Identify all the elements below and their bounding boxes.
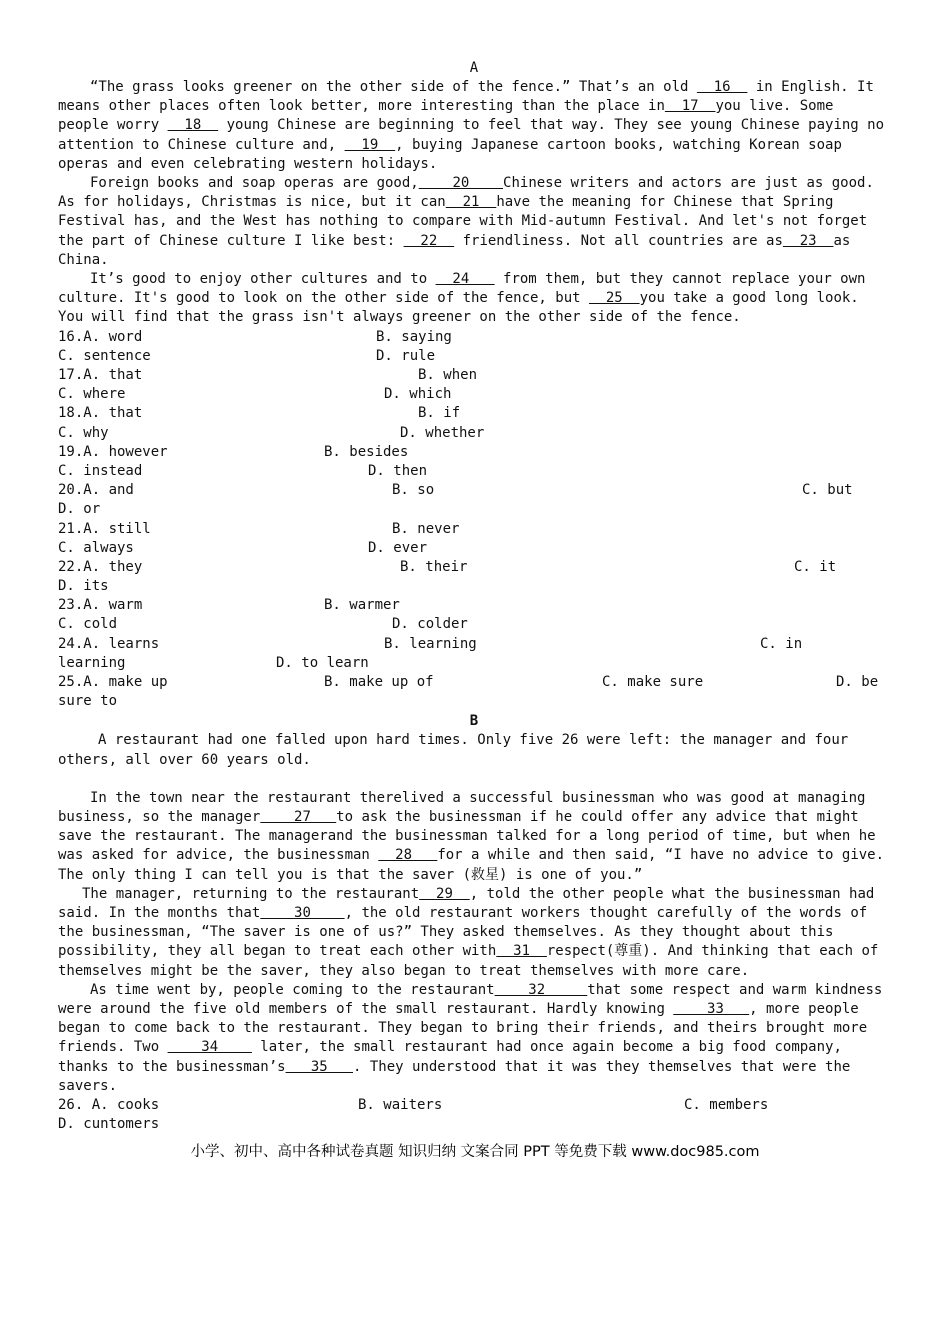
option-25-c: C. make sure [602,674,704,691]
question-20-row-1 [58,481,890,500]
passage-a-paragraph-2: Foreign books and soap operas are good, 20 Chinese writers and actors are just as good. As for holidays, Christmas is nice, but it can 21 have the meaning for Chinese that Spring Festival has, and the West has nothing to compare with Mid-autumn Festival. And let's not forget the part of Chinese culture I like best: 22 friendliness. Not all countries are as 23 as China. [58,175,874,268]
option-26-d: D. cuntomers [58,1116,160,1133]
option-26-c: C. members [684,1097,769,1114]
blank-20: 20 [418,175,504,192]
footer-watermark-text: 小学、初中、高中各种试卷真题 知识归纳 文案合同 PPT 等免费下载 www.doc985.com [190,1144,760,1160]
question-19-row-1 [58,443,890,462]
blank-29: 29 [419,885,470,902]
option-24-b: B. learning [384,635,477,652]
question-25-row-2 [58,692,890,711]
passage-b-paragraph-4: As time went by, people coming to the restaurant 32 that some respect and warm kindness were around the five old members of the small restaurant. Hardly knowing 33 , more people began to come back to the restaurant. They began to bring their friends, and theirs brought more friends. Two 34 later, the small restaurant had once again become a big food company, thanks to the businessman’s 35 . They understood that it was they themselves that were the savers. [58,981,883,1094]
option-22-c: C. it [794,558,837,575]
question-22-row-2 [58,577,890,596]
blank-21: 21 [445,194,497,211]
blank-18: 18 [167,117,219,134]
option-18-d: D. whether [400,424,485,441]
option-16-c: C. sentence [58,347,151,364]
option-24-c: C. in [760,635,803,652]
question-21-row-1 [58,520,890,539]
question-20-row-2 [58,500,890,519]
blank-31: 31 [496,943,547,960]
passage-a-paragraph-1: “The grass looks greener on the other side of the fence.” That’s an old 16 in English. It means other places often look better, more interesting than the place in 17 you live. Some people worry 18 young Chinese are beginning to feel that way. They see young Chinese paying no attention to Chinese culture and, 19 , buying Japanese cartoon books, watching Korean soap operas and even celebrating western holidays. [58,79,885,172]
option-20-b: B. so [392,482,435,499]
section-a-title: A [469,60,479,76]
option-25-d-cont: sure to [58,693,118,710]
question-26-row-1 [58,1096,890,1115]
option-21-a: 21.A. still [58,520,151,537]
question-16-row-2 [58,347,890,366]
blank-23: 23 [782,232,834,249]
option-21-d: D. ever [368,539,428,556]
question-24-row-2 [58,654,890,673]
option-21-c: C. always [58,539,134,556]
option-17-d: D. which [384,386,452,403]
option-19-c: C. instead [58,462,143,479]
question-25-row-1 [58,673,890,692]
blank-35: 35 [285,1058,354,1075]
option-19-b: B. besides [324,443,409,460]
blank-33: 33 [673,1001,750,1018]
option-20-d: D. or [58,501,101,518]
blank-19: 19 [344,136,396,153]
option-22-b: B. their [400,558,468,575]
option-24-a: 24.A. learns [58,635,160,652]
option-19-a: 19.A. however [58,443,168,460]
option-25-b: B. make up of [324,674,434,691]
option-26-b: B. waiters [358,1097,443,1114]
option-16-b: B. saying [376,328,452,345]
option-23-c: C. cold [58,616,118,633]
passage-a-paragraph-3: It’s good to enjoy other cultures and to 24 from them, but they cannot replace your own culture. It's good to look on the other side of the fence, but 25 you take a good long look. You will find that the grass isn't always greener on the other side of the fence. [58,271,866,326]
option-23-d: D. colder [392,616,468,633]
option-16-a: 16.A. word [58,328,143,345]
question-18-row-2 [58,424,890,443]
question-22-row-1 [58,558,890,577]
blank-25: 25 [589,290,640,307]
option-26-a: 26. A. cooks [58,1097,160,1114]
option-19-d: D. then [368,462,428,479]
blank-22: 22 [403,232,455,249]
option-18-b: B. if [418,405,461,422]
question-26-row-2 [58,1115,890,1134]
option-24-c-cont: learning [58,654,126,671]
blank-17: 17 [664,98,716,115]
option-22-a: 22.A. they [58,558,143,575]
blank-28: 28 [378,847,438,864]
option-16-d: D. rule [376,347,436,364]
blank-27: 27 [260,809,337,825]
option-23-b: B. warmer [324,597,400,614]
question-19-row-2 [58,462,890,481]
blank-34: 34 [167,1039,252,1056]
passage-b-paragraph-2: In the town near the restaurant therelived a successful businessman who was good at managing business, so the manager 27 to ask the businessman if he could offer any advice that might save the restaurant. The managerand the businessman talked for a long period of time, but when he was asked for advice, the businessman 28 for a while and then said, “I have no advice to give. The only thing I can tell you is that the saver (救星) is one of you.” [58,789,885,883]
section-b-title: B [469,713,479,730]
option-25-a: 25.A. make up [58,674,168,691]
blank-16: 16 [696,79,748,95]
option-22-d: D. its [58,578,109,595]
passage-b-paragraph-1: A restaurant had one falled upon hard times. Only five 26 were left: the manager and four others, all over 60 years old. [58,732,849,768]
question-21-row-2 [58,539,890,558]
option-25-d: D. be [836,674,879,691]
question-17-row-2 [58,385,890,404]
passage-b-paragraph-3: The manager, returning to the restaurant 29 , told the other people what the businessman had said. In the months that 30 , the old restaurant workers thought carefully of the words of the businessman, “The saver is one of us?” They asked themselves. As they thought about this possibility, they all began to treat each other with 31 respect(尊重). And thinking that each of themselves might be the saver, they also began to treat themselves with more care. [58,885,879,979]
option-20-a: 20.A. and [58,482,134,499]
option-24-d: D. to learn [276,654,369,671]
exam-page [58,58,890,1134]
option-17-c: C. where [58,386,126,403]
option-18-a: 18.A. that [58,405,143,422]
question-18-row-1 [58,404,890,423]
option-23-a: 23.A. warm [58,597,143,614]
option-21-b: B. never [392,520,460,537]
blank-26: 26 [561,732,587,749]
option-18-c: C. why [58,424,109,441]
option-20-c: C. but [802,482,853,499]
paragraph-spacer [58,770,890,789]
question-17-row-1 [58,366,890,385]
blank-24: 24 [435,271,495,288]
question-23-row-1 [58,596,890,615]
question-23-row-2 [58,615,890,634]
blank-30: 30 [260,905,345,922]
question-16-row-1 [58,328,890,347]
question-24-row-1 [58,635,890,654]
option-17-b: B. when [418,367,478,384]
option-17-a: 17.A. that [58,367,143,384]
blank-32: 32 [494,981,588,998]
